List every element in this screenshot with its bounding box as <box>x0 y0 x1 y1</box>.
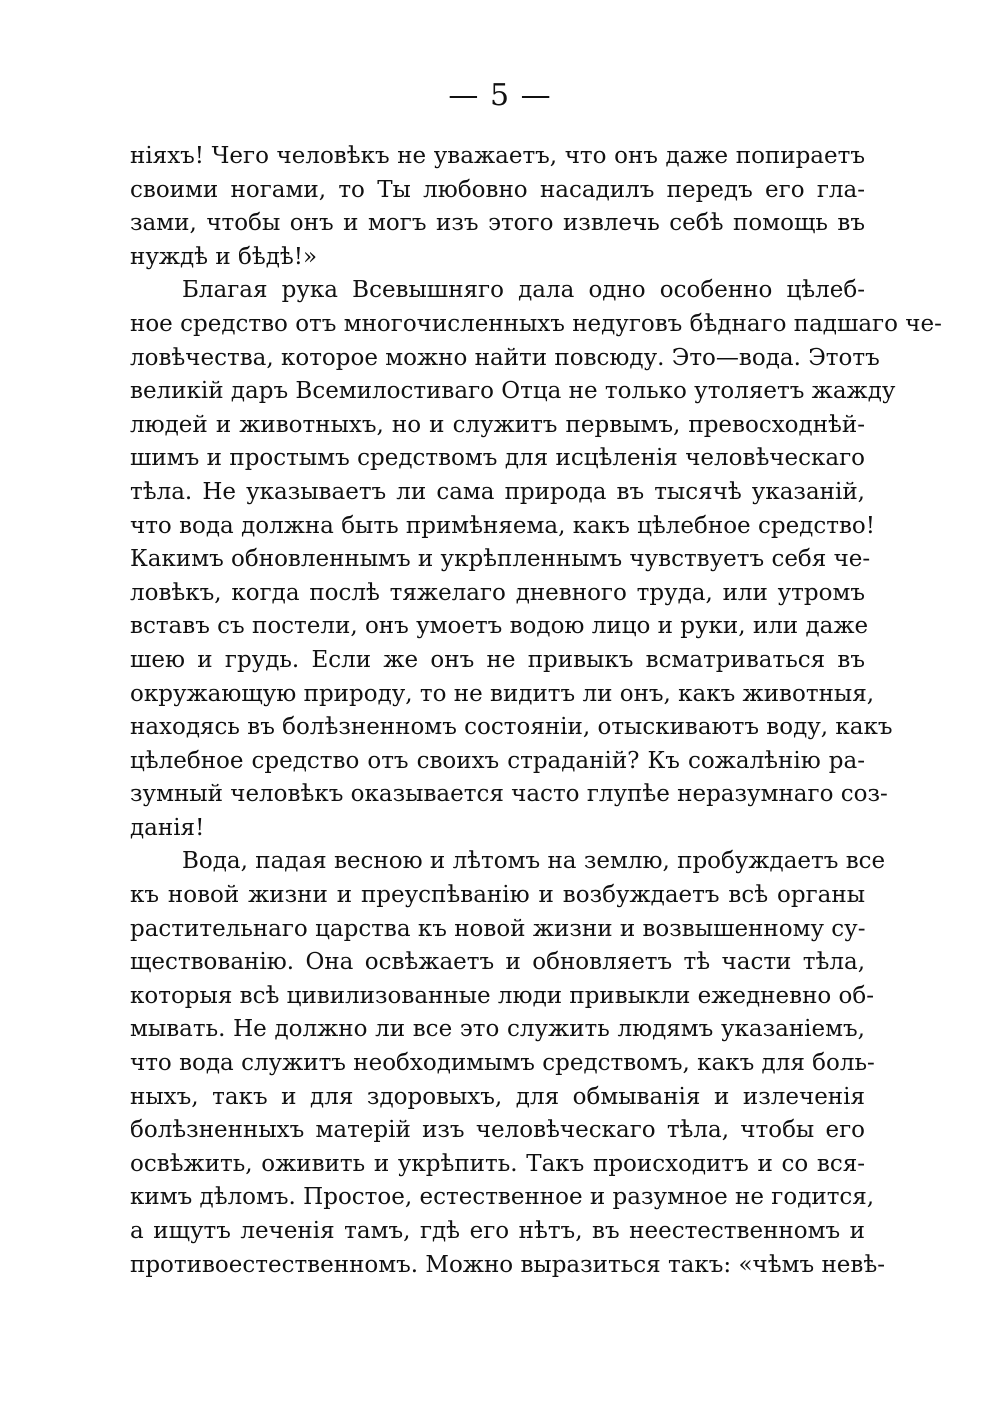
text-line: людей и животныхъ, но и служитъ первымъ, превосходнѣй- <box>130 411 865 438</box>
paragraph <box>130 845 886 1282</box>
text-line: что вода служитъ необходимымъ средствомъ, какъ для боль- <box>130 1050 875 1077</box>
text-line: освѣжить, оживить и укрѣпить. Такъ происходитъ и со вся- <box>130 1150 865 1177</box>
text-line: находясь въ болѣзненномъ состояніи, отыскиваютъ воду, какъ <box>130 714 893 741</box>
text-line: данія! <box>130 814 205 841</box>
text-line: Благая рука Всевышняго дала одно особенно цѣлеб- <box>182 277 865 304</box>
text-line: Какимъ обновленнымъ и укрѣпленнымъ чувствуетъ себя че- <box>130 546 871 573</box>
paragraph <box>130 274 942 845</box>
text-line: зумный человѣкъ оказывается часто глупѣе неразумнаго соз- <box>130 781 888 808</box>
text-line: вставъ съ постели, онъ умоетъ водою лицо и руки, или даже <box>130 613 869 640</box>
text-body <box>130 140 942 1282</box>
text-line: ныхъ, такъ и для здоровыхъ, для обмыванія и излеченія <box>130 1083 865 1110</box>
text-line: тѣла. Не указываетъ ли сама природа въ тысячѣ указаній, <box>130 478 865 505</box>
text-line: что вода должна быть примѣняема, какъ цѣлебное средство! <box>130 512 875 539</box>
text-line: болѣзненныхъ матерій изъ человѣческаго тѣла, чтобы его <box>130 1117 865 1144</box>
text-line: растительнаго царства къ новой жизни и возвышенному су- <box>130 915 866 942</box>
text-line: шею и грудь. Если же онъ не привыкъ всматриваться въ <box>130 646 865 673</box>
text-line: ществованію. Она освѣжаетъ и обновляетъ тѣ части тѣла, <box>130 949 865 976</box>
text-line: мывать. Не должно ли все это служить людямъ указаніемъ, <box>130 1016 865 1043</box>
text-line: которыя всѣ цивилизованные люди привыкли ежедневно об- <box>130 982 875 1009</box>
text-line: окружающую природу, то не видитъ ли онъ, какъ животныя, <box>130 680 875 707</box>
paragraph <box>130 140 865 274</box>
text-line: кимъ дѣломъ. Простое, естественное и разумное не годится, <box>130 1184 875 1211</box>
text-line: великій даръ Всемилостиваго Отца не только утоляетъ жажду <box>130 378 896 405</box>
text-line: а ищутъ леченія тамъ, гдѣ его нѣтъ, въ неестественномъ и <box>130 1218 865 1244</box>
text-line: ніяхъ! Чего человѣкъ не уважаетъ, что онъ даже попираетъ <box>130 143 865 169</box>
text-line: противоестественномъ. Можно выразиться такъ: «чѣмъ невѣ- <box>130 1251 885 1278</box>
text-line: цѣлебное средство отъ своихъ страданій? Къ сожалѣнію ра- <box>130 747 865 774</box>
text-line: шимъ и простымъ средствомъ для исцѣленія человѣческаго <box>130 445 865 472</box>
text-line: своими ногами, то Ты любовно насадилъ передъ его гла- <box>130 176 865 203</box>
text-line: Вода, падая весною и лѣтомъ на землю, пробуждаетъ все <box>182 848 886 875</box>
text-line: нуждѣ и бѣдѣ!» <box>130 243 318 270</box>
text-line: зами, чтобы онъ и могъ изъ этого извлечь себѣ помощь въ <box>130 210 865 237</box>
page-number: — 5 — <box>448 78 552 113</box>
text-line: ное средство отъ многочисленныхъ недуговъ бѣднаго падшаго че- <box>130 310 942 337</box>
text-line: ловѣкъ, когда послѣ тяжелаго дневного труда, или утромъ <box>130 579 865 606</box>
text-line: ловѣчества, которое можно найти повсюду. Это—вода. Этотъ <box>130 344 880 371</box>
text-line: къ новой жизни и преуспѣванію и возбуждаетъ всѣ органы <box>130 882 865 909</box>
